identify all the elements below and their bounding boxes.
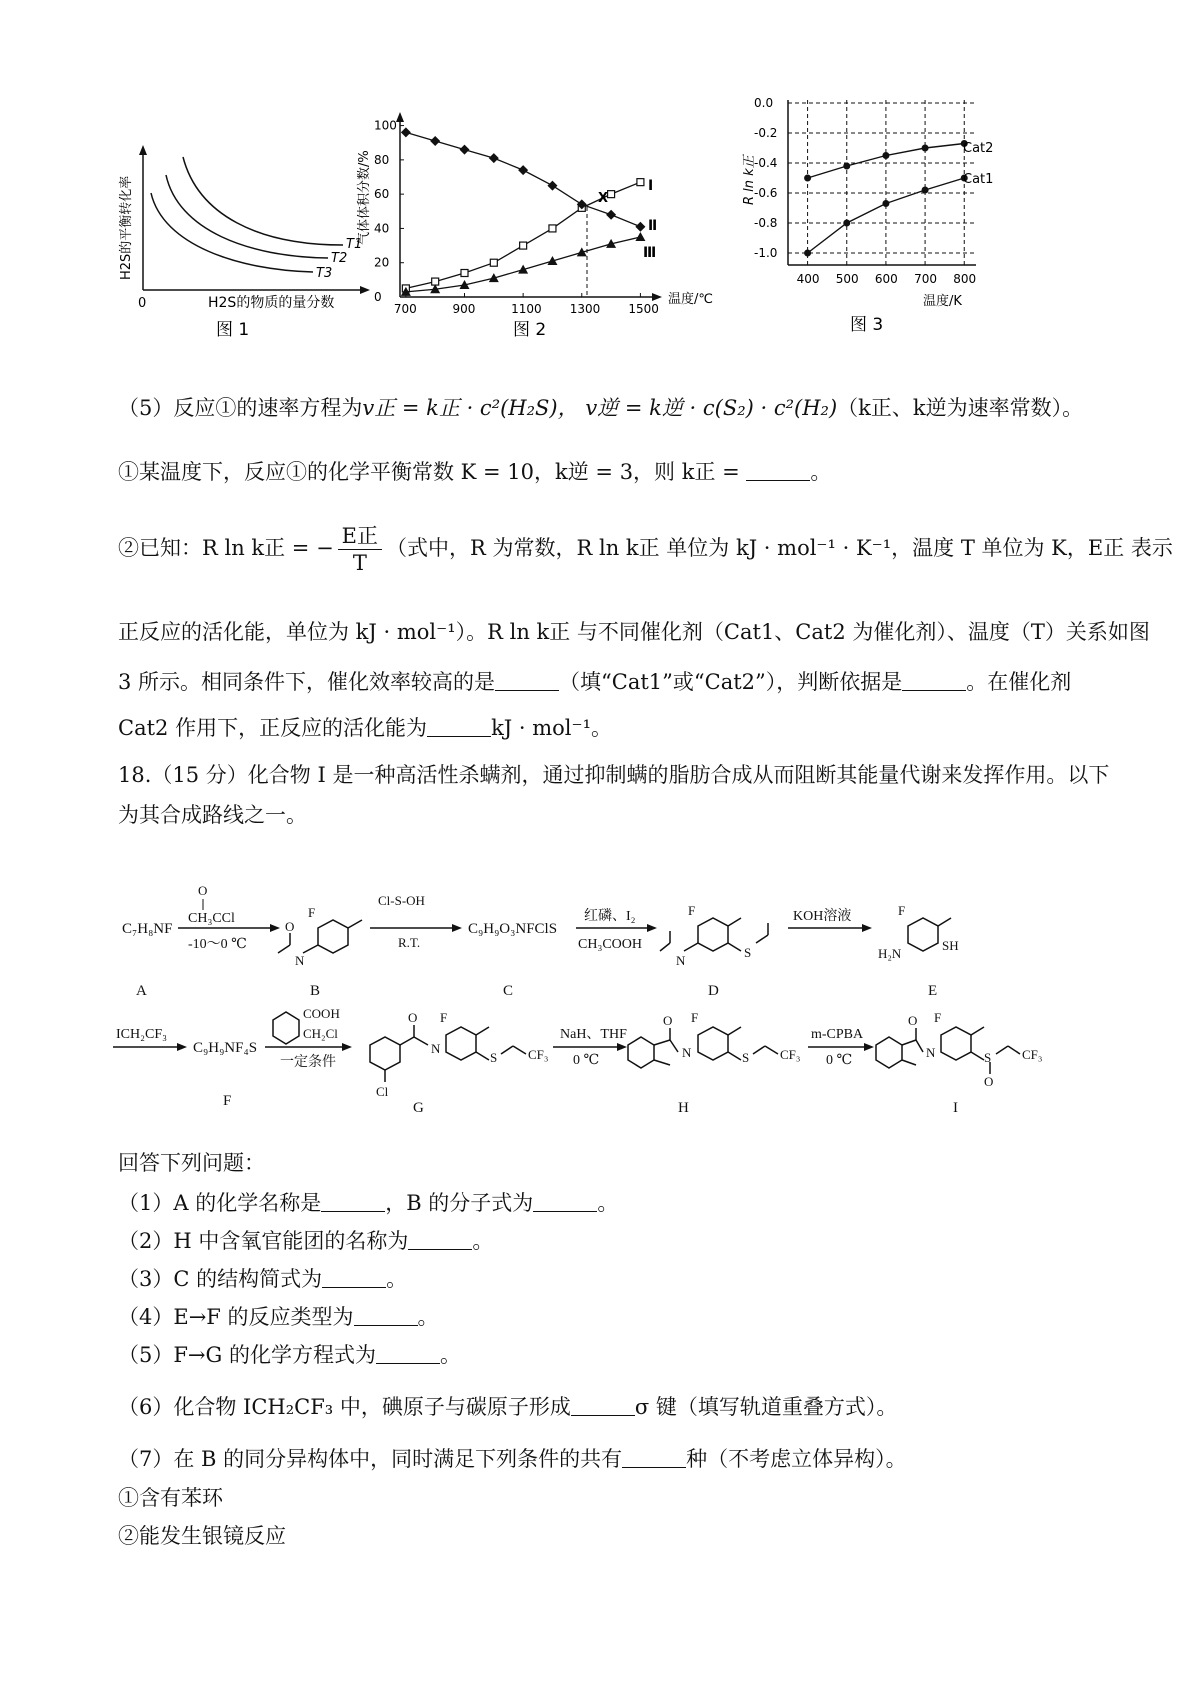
- compound-f-formula: C₉H₉NF₄S: [193, 1040, 258, 1056]
- compound-g-structure: [370, 1025, 526, 1082]
- compound-d-structure: [660, 918, 768, 951]
- i-nitrogen: N: [926, 1045, 936, 1060]
- fig3-y-tick-label: -0.8: [754, 216, 778, 230]
- fig2-point: [635, 222, 645, 232]
- fig3-x-tick-label: 500: [835, 272, 859, 286]
- answer-blank[interactable]: [427, 718, 491, 737]
- label-t2: T2: [331, 251, 348, 266]
- fig2-y-tick-label: 0: [374, 290, 382, 304]
- fig1-xlabel: H2S的物质的量分数: [208, 295, 335, 311]
- q18-text-a: 18.（15 分）化合物 I 是一种高活性杀螨剂，通过抑制螨的脂肪合成从而阻断其能量代谢来发挥作用。以下: [118, 763, 1110, 787]
- e-amine: H₂N: [878, 946, 902, 961]
- g-chlorine: Cl: [376, 1084, 389, 1099]
- question-1: [118, 1188, 618, 1218]
- fig2-point: [430, 136, 440, 146]
- fig3-point: [804, 250, 811, 257]
- fig3-y-tick-label: 0.0: [754, 96, 774, 110]
- fig2-x-label: X: [598, 191, 609, 206]
- h-cf3: CF₃: [780, 1047, 801, 1062]
- answer-blank[interactable]: [746, 462, 810, 481]
- fig2-y-tick-label: 20: [374, 255, 390, 270]
- answer-blank[interactable]: [571, 1397, 635, 1416]
- condition-2-text: ②能发生银镜反应: [118, 1524, 286, 1548]
- q5-frac-den: T: [352, 551, 367, 575]
- figures-svg: [108, 95, 1093, 375]
- fig1-caption: 图 1: [216, 320, 250, 340]
- g-sulfur: S: [490, 1050, 498, 1065]
- compound-a-formula: C₇H₈NF: [122, 921, 173, 937]
- fig2-point: [432, 278, 439, 285]
- compound-i-structure: [876, 1027, 1020, 1074]
- reagent1: CH₃CCl: [188, 911, 235, 926]
- e-thiol: SH: [942, 938, 959, 953]
- reagent4: KOH溶液: [793, 909, 852, 924]
- fig3-y-tick-label: -0.6: [754, 186, 778, 200]
- q5-part1-end: 。: [810, 460, 832, 484]
- fig1-origin: 0: [138, 296, 147, 311]
- figure-2: [356, 112, 713, 340]
- fig2-x-tick-label: 900: [452, 302, 476, 316]
- fig3-point: [882, 152, 889, 159]
- fig3-x-tick-label: 600: [874, 272, 898, 286]
- reagent8: m-CPBA: [811, 1027, 864, 1042]
- reagent2: Cl-S-OH: [378, 893, 425, 908]
- q5-rate-reverse: v逆 = k逆 · c(S₂) · c²(H₂): [585, 396, 838, 420]
- q5-part2-line3: [118, 667, 1071, 697]
- fig2-point: [489, 153, 499, 163]
- fig2-point: [460, 145, 470, 155]
- q6-text-a: （6）化合物 ICH₂CF₃ 中，碘原子与碳原子形成: [118, 1395, 571, 1419]
- answer-blank[interactable]: [354, 1307, 418, 1326]
- fig3-point: [922, 145, 929, 152]
- fig2-xlabel: 温度/℃: [668, 292, 713, 307]
- i-fluorine: F: [934, 1010, 942, 1025]
- fig3-x-tick-label: 400: [796, 272, 820, 286]
- q5-frac-num: E正: [338, 523, 382, 550]
- q5-rate-forward: v正 = k正 · c²(H₂S)，: [362, 396, 579, 420]
- fig3-y-tick-label: -0.4: [754, 156, 778, 170]
- q5b-text-b: 。: [439, 1343, 461, 1367]
- g-oxygen: O: [408, 1010, 418, 1025]
- fig2-x-tick-label: 1100: [511, 302, 542, 316]
- label-f: F: [223, 1093, 232, 1109]
- q6-text-b: σ 键（填写轨道重叠方式）。: [634, 1395, 898, 1419]
- fig3-point: [804, 175, 811, 182]
- answer-blank[interactable]: [902, 672, 966, 691]
- g-fluorine: F: [440, 1010, 448, 1025]
- reagent6-ch2cl: CH₂Cl: [303, 1026, 338, 1041]
- answer-blank[interactable]: [408, 1231, 472, 1250]
- label-t3: T3: [316, 266, 333, 281]
- b-fluorine: F: [308, 905, 316, 920]
- q5-part2-d2: （填“Cat1”或“Cat2”），判断依据是: [559, 670, 903, 694]
- q5-part1-text: ①某温度下，反应①的化学平衡常数 K = 10，k逆 = 3，则 k正 =: [118, 460, 747, 484]
- e-fluorine: F: [898, 903, 906, 918]
- condition-1: [118, 1483, 223, 1513]
- fig2-y-tick-label: 60: [374, 187, 390, 202]
- answer-intro: [118, 1148, 265, 1178]
- q5-part2-d3: 。在催化剂: [966, 670, 1072, 694]
- q5-part1: [118, 457, 831, 487]
- q5-intro: [118, 393, 1083, 423]
- fig2-point: [547, 181, 557, 191]
- q2-text-b: 。: [472, 1229, 494, 1253]
- fig3-x-tick-label: 700: [914, 272, 937, 286]
- q5-part2-line4: [118, 713, 612, 743]
- scheme-svg: [108, 850, 1093, 1140]
- i-cf3: CF₃: [1022, 1047, 1043, 1062]
- q1-text-a: （1）A 的化学名称是: [118, 1191, 322, 1215]
- question-6: [118, 1392, 897, 1422]
- g-cf3: CF₃: [528, 1047, 549, 1062]
- fig2-series-iii: Ⅲ: [643, 245, 657, 261]
- figure-3: [742, 96, 993, 335]
- curve-t3: [151, 193, 313, 272]
- reagent7: NaH、THF: [560, 1027, 627, 1042]
- condition3: CH₃COOH: [578, 937, 642, 952]
- label-g: G: [413, 1100, 424, 1116]
- reagent1-o: O: [198, 883, 208, 898]
- d-sulfur: S: [744, 945, 752, 960]
- q18-text-b: 为其合成路线之一。: [118, 803, 307, 827]
- answer-blank[interactable]: [495, 672, 559, 691]
- fig2-point: [635, 232, 645, 241]
- fig3-series-cat1: Cat1: [963, 172, 994, 187]
- q5-part2-b: （式中，R 为常数，R ln k正 单位为 kJ · mol⁻¹ · K⁻¹，温度 T 单位为 K，E正 表示: [386, 536, 1173, 560]
- fig3-x-tick-label: 800: [953, 272, 977, 286]
- q5-intro-d: （k正、k逆为速率常数）。: [837, 396, 1084, 420]
- d-fluorine: F: [688, 903, 696, 918]
- q4-text-a: （4）E→F 的反应类型为: [118, 1305, 354, 1329]
- q1-text-c: 。: [597, 1191, 619, 1215]
- fig3-point: [882, 200, 889, 207]
- reagent3: 红磷、I₂: [584, 909, 636, 924]
- answer-blank[interactable]: [376, 1345, 440, 1364]
- answer-blank[interactable]: [533, 1193, 597, 1212]
- condition-2: [118, 1521, 286, 1551]
- synthesis-scheme: [108, 850, 1093, 1140]
- fig2-point: [549, 225, 556, 232]
- fig2-point: [606, 210, 616, 220]
- q1-text-b: ，B 的分子式为: [385, 1191, 534, 1215]
- label-a: A: [136, 983, 147, 999]
- fig2-y-tick-label: 80: [374, 152, 390, 167]
- fig2-point: [608, 191, 615, 198]
- answer-blank[interactable]: [622, 1449, 686, 1468]
- condition1: -10～0 ℃: [188, 937, 247, 952]
- fig2-ylabel: 气体体积分数/%: [357, 150, 372, 245]
- b-oxygen: O: [285, 919, 295, 934]
- b-nitrogen: N: [295, 953, 305, 968]
- fig3-point: [843, 163, 850, 170]
- compound-h-structure: [628, 1027, 778, 1068]
- condition-1-text: ①含有苯环: [118, 1486, 223, 1510]
- h-sulfur: S: [742, 1050, 750, 1065]
- fig2-series-ii: Ⅱ: [648, 218, 658, 234]
- answer-blank[interactable]: [321, 1193, 385, 1212]
- q5-intro-a: （5）反应①的速率方程为: [118, 396, 363, 420]
- reagent6-ring: [273, 1012, 299, 1044]
- q5-formula-lhs: ②已知：R ln k正 = −: [118, 536, 334, 560]
- fig2-caption: 图 2: [513, 320, 547, 340]
- reagent6-cooh: COOH: [303, 1006, 340, 1021]
- h-oxygen: O: [663, 1013, 673, 1028]
- label-b: B: [310, 983, 321, 999]
- fig3-point: [843, 220, 850, 227]
- i-sulfur: S: [984, 1050, 992, 1065]
- label-d: D: [708, 983, 719, 999]
- q5-fraction: [338, 523, 382, 576]
- figures-row: [108, 95, 1093, 375]
- fig2-point: [490, 259, 497, 266]
- label-i: I: [953, 1100, 958, 1116]
- i-sulfoxide-oxygen: O: [984, 1074, 994, 1089]
- q5-part2-e1: Cat2 作用下，正反应的活化能为: [118, 716, 428, 740]
- figure-1: [119, 145, 370, 340]
- condition2: R.T.: [398, 935, 421, 950]
- q2-text-a: （2）H 中含氧官能团的名称为: [118, 1229, 409, 1253]
- label-h: H: [678, 1100, 689, 1116]
- question-5: [118, 1340, 461, 1370]
- d-nitrogen: N: [676, 953, 686, 968]
- fig2-y-tick-label: 100: [374, 118, 397, 133]
- reagent5: ICH₂CF₃: [116, 1027, 167, 1042]
- q4-text-b: 。: [417, 1305, 439, 1329]
- condition8: 0 ℃: [826, 1053, 853, 1068]
- label-e: E: [928, 983, 938, 999]
- q5b-text-a: （5）F→G 的化学方程式为: [118, 1343, 376, 1367]
- q5-part2-line1: [118, 518, 1173, 578]
- q7-text-a: （7）在 B 的同分异构体中，同时满足下列条件的共有: [118, 1447, 623, 1471]
- q7-text-b: 种（不考虑立体异构）。: [686, 1447, 907, 1471]
- fig3-y-tick-label: -0.2: [754, 126, 778, 140]
- fig2-x-tick-label: 1300: [569, 302, 601, 316]
- q3-text-a: （3）C 的结构简式为: [118, 1267, 323, 1291]
- answer-blank[interactable]: [322, 1269, 386, 1288]
- g-nitrogen: N: [431, 1041, 441, 1056]
- label-c: C: [503, 983, 514, 999]
- fig2-series-line: [406, 132, 641, 226]
- fig2-x-tick-label: 1500: [628, 302, 659, 316]
- fig3-series-cat2: Cat2: [963, 141, 994, 156]
- fig3-point: [922, 187, 929, 194]
- fig2-marks: [401, 127, 646, 295]
- question-7: [118, 1444, 907, 1474]
- fig3-caption: 图 3: [850, 315, 884, 335]
- q18-line1: [118, 760, 1109, 790]
- curve-t2: [166, 175, 328, 258]
- q5-part2-e2: kJ · mol⁻¹。: [491, 716, 613, 740]
- fig2-point: [637, 179, 644, 186]
- fig2-x-tick-label: 700: [393, 302, 417, 316]
- q18-line2: [118, 800, 307, 830]
- question-4: [118, 1302, 439, 1332]
- label-t1: T1: [346, 237, 363, 252]
- fig3-xlabel: 温度/K: [923, 294, 962, 309]
- q5-part2-d1: 3 所示。相同条件下，催化效率较高的是: [118, 670, 496, 694]
- fig2-series-i: Ⅰ: [648, 178, 654, 194]
- q5-part2-line2: [118, 617, 1150, 647]
- question-3: [118, 1264, 407, 1294]
- condition7: 0 ℃: [573, 1053, 600, 1068]
- fig2-point: [520, 242, 527, 249]
- answer-intro-text: 回答下列问题：: [118, 1151, 265, 1175]
- h-fluorine: F: [691, 1010, 699, 1025]
- condition6: 一定条件: [280, 1055, 336, 1070]
- compound-c-formula: C₉H₉O₃NFClS: [468, 921, 558, 937]
- h-nitrogen: N: [682, 1045, 692, 1060]
- question-2: [118, 1226, 493, 1256]
- fig3-y-tick-label: -1.0: [754, 246, 778, 260]
- fig2-point: [461, 270, 468, 277]
- fig2-point: [401, 127, 411, 137]
- i-oxygen: O: [908, 1013, 918, 1028]
- fig2-point: [518, 165, 528, 175]
- fig1-ylabel: H2S的平衡转化率: [119, 175, 134, 280]
- fig2-y-tick-label: 40: [374, 221, 390, 236]
- curve-t1: [183, 157, 343, 245]
- q3-text-b: 。: [386, 1267, 408, 1291]
- fig3-ylabel: R ln k正: [742, 155, 757, 205]
- q5-part2-c: 正反应的活化能，单位为 kJ · mol⁻¹）。R ln k正 与不同催化剂（Cat1、Cat2 为催化剂）、温度（T）关系如图: [118, 620, 1150, 644]
